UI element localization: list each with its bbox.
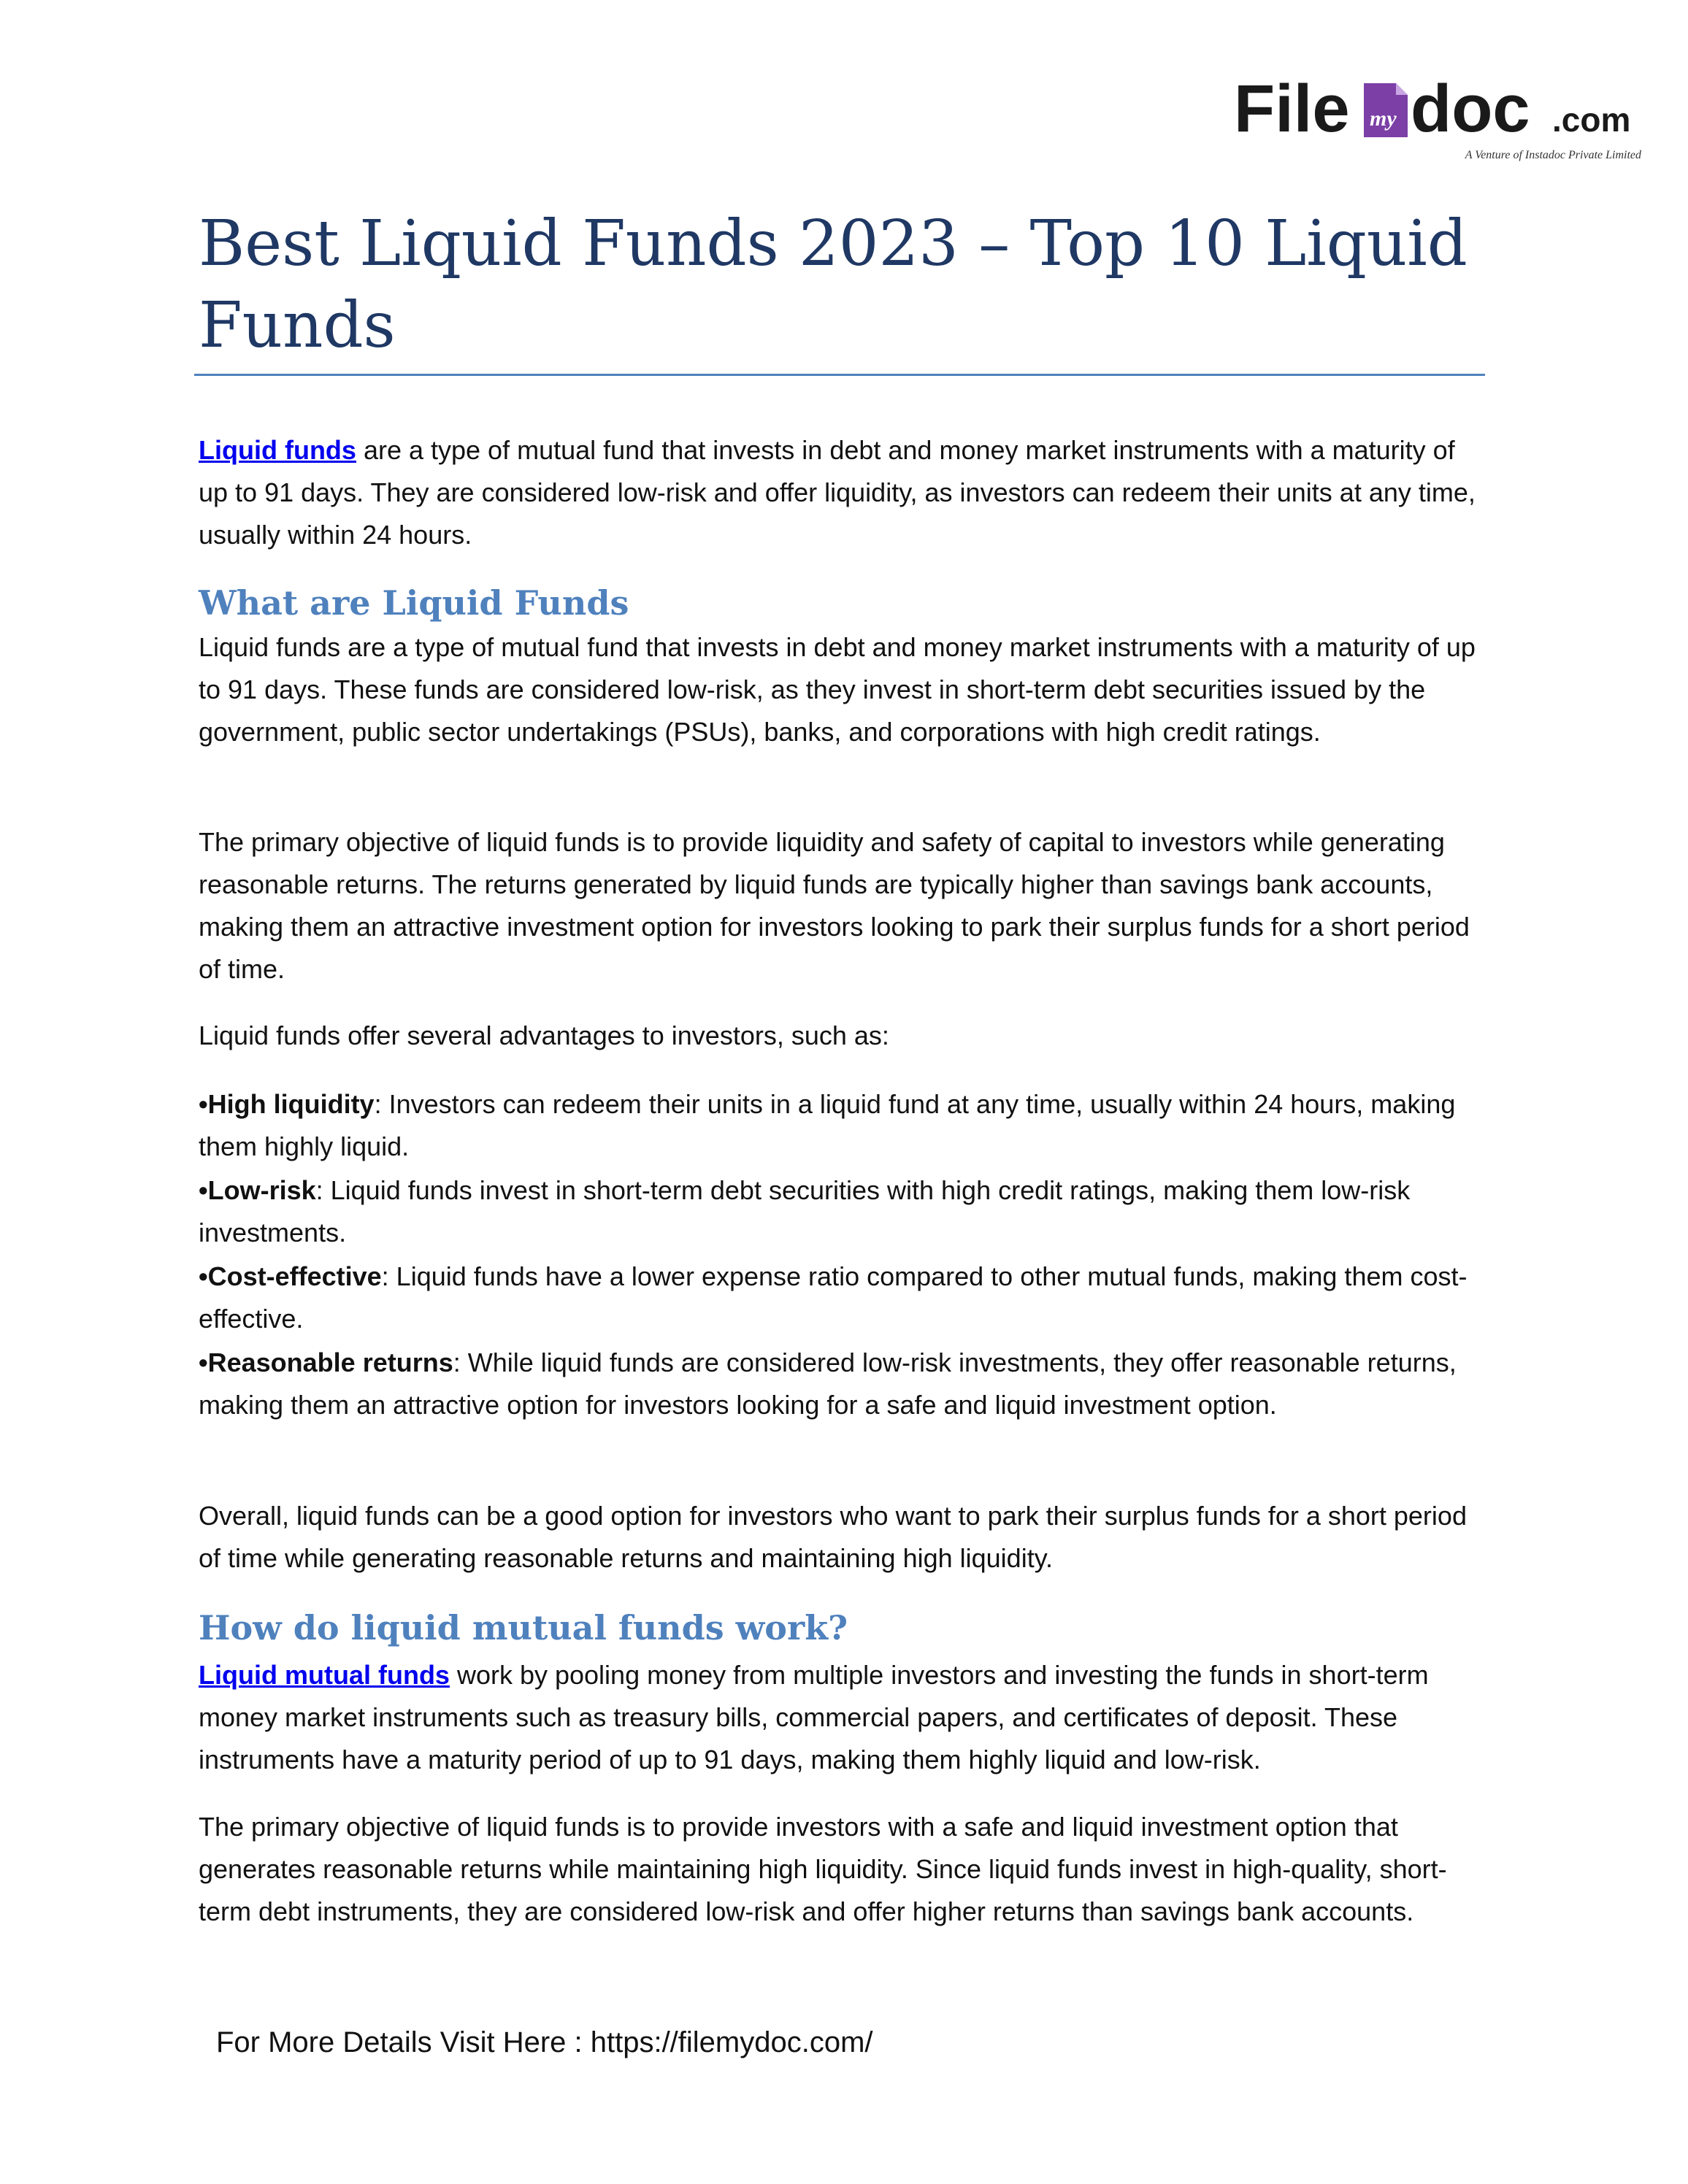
list-item: [199, 1256, 1484, 1340]
filemydoc-logo-graphic: [1234, 67, 1643, 147]
logo-text-com: .com: [1552, 101, 1631, 139]
title-divider: [194, 374, 1485, 376]
footer-visit-link[interactable]: For More Details Visit Here : https://filemydoc.com/: [216, 2026, 873, 2058]
section-heading-what-are-liquid-funds: What are Liquid Funds: [199, 583, 629, 623]
bullet-icon: •: [199, 1347, 208, 1377]
logo-text-doc: doc: [1411, 72, 1530, 146]
list-item: [199, 1083, 1484, 1168]
bullet-term: Reasonable returns: [207, 1347, 453, 1377]
document-icon: [1364, 83, 1408, 137]
logo-text-my: my: [1370, 107, 1397, 131]
bullet-text: : Liquid funds invest in short-term debt securities with high credit ratings, making them low-risk investments.: [199, 1175, 1411, 1247]
section2-paragraph-1-text: work by pooling money from multiple investors and investing the funds in short-term money market instruments such as treasury bills, commercial papers, and certificates of deposit. These instruments have a maturity period of up to 91 days, making them highly liquid and low-risk.: [199, 1660, 1429, 1774]
bullet-text: : Liquid funds have a lower expense ratio compared to other mutual funds, making them cost-effective.: [199, 1261, 1468, 1334]
logo-tagline: A Venture of Instadoc Private Limited: [1465, 149, 1641, 161]
section-heading-how-liquid-funds-work: How do liquid mutual funds work?: [199, 1608, 848, 1647]
advantages-list: [199, 1083, 1484, 1428]
bullet-term: High liquidity: [207, 1089, 375, 1119]
page-title: Best Liquid Funds 2023 – Top 10 Liquid Funds: [199, 207, 1468, 362]
liquid-mutual-funds-link[interactable]: Liquid mutual funds: [199, 1660, 450, 1690]
bullet-icon: •: [199, 1089, 208, 1119]
bullet-text: : While liquid funds are considered low-risk investments, they offer reasonable returns, making them an attractive option for investors looking for a safe and liquid investment option.: [199, 1347, 1457, 1420]
section2-paragraph-2: The primary objective of liquid funds is to provide investors with a safe and liquid investment option that generates reasonable returns while maintaining high liquidity. Since liquid funds invest in high-quality, short-term debt instruments, they are considered low-risk and offer higher returns than savings bank accounts.: [199, 1812, 1447, 1926]
intro-text: are a type of mutual fund that invests in debt and money market instruments with a maturity of up to 91 days. They are considered low-risk and offer liquidity, as investors can redeem their units at any time, usually within 24 hours.: [199, 435, 1476, 550]
bullet-term: Low-risk: [207, 1175, 316, 1205]
liquid-funds-link[interactable]: Liquid funds: [199, 435, 356, 465]
filemydoc-logo: [1234, 67, 1643, 177]
section1-paragraph-1: Liquid funds are a type of mutual fund that invests in debt and money market instruments with a maturity of up to 91 days. These funds are considered low-risk, as they invest in short-term debt securities issued by the government, public sector undertakings (PSUs), banks, and corporations with high credit ratings.: [199, 632, 1476, 747]
list-item: [199, 1169, 1484, 1254]
section1-paragraph-3: Liquid funds offer several advantages to investors, such as:: [199, 1020, 889, 1050]
bullet-icon: •: [199, 1175, 208, 1205]
section2-paragraph-1: [199, 1654, 1484, 1781]
section1-paragraph-4: Overall, liquid funds can be a good option for investors who want to park their surplus funds for a short period of time while generating reasonable returns and maintaining high liquidity.: [199, 1501, 1467, 1573]
logo-text-file: File: [1234, 72, 1350, 146]
bullet-text: : Investors can redeem their units in a liquid fund at any time, usually within 24 hours, making them highly liquid.: [199, 1089, 1456, 1161]
list-item: [199, 1342, 1484, 1426]
section1-paragraph-2: The primary objective of liquid funds is to provide liquidity and safety of capital to investors while generating reasonable returns. The returns generated by liquid funds are typically higher than savings bank accounts, making them an attractive investment option for investors looking to park their surplus funds for a short period of time.: [199, 827, 1470, 984]
intro-paragraph: [199, 429, 1484, 556]
bullet-term: Cost-effective: [207, 1261, 382, 1291]
bullet-icon: •: [199, 1261, 208, 1291]
